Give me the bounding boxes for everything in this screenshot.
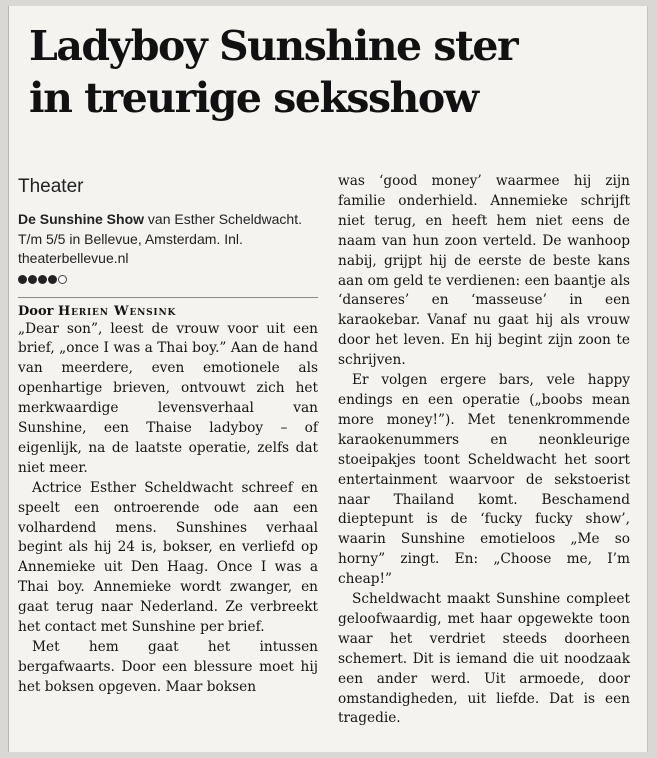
byline: [18, 304, 318, 319]
paragraph-1: „Dear son”, leest de vrouw voor uit een brief, „once I was a Thai boy.” Aan de hand van meerdere, even emotionele als openhartige brieven, ontvouwt zich het merkwaardige levensverhaal van Sunshine, een Thaise ladyboy – of eigenlijk, na de laatste operatie, zelfs dat niet meer.: [18, 320, 318, 476]
rating-dot-empty: [58, 275, 67, 284]
paragraph-3: Met hem gaat het intussen bergafwaarts. Door een blessure moet hij het boksen opgeven. Maar boksen: [18, 639, 318, 695]
rating-dot-filled: [48, 275, 57, 284]
right-column: [338, 172, 630, 729]
author-name: Herien Wensink: [58, 303, 177, 319]
rating-dot-filled: [18, 275, 27, 284]
byline-prefix: Door: [18, 303, 58, 319]
paragraph-5: Er volgen ergere bars, vele happy endings en een operatie („boobs mean more money!”). Met tenenkrommende karaokenummers en neonkleurige stoeipakjes toont Scheldwacht het soort entertainment waarvoor de sekstoerist naar Thailand komt. Beschamend dieptepunt is de ‘fucky fucky show’, waarin Sunshine emotieloos „Me so horny” zingt. En: „Choose me, I’m cheap!”: [338, 372, 630, 588]
left-column: [18, 172, 318, 698]
section-label: Theater: [18, 176, 84, 197]
rating-dot-filled: [38, 275, 47, 284]
headline: [29, 20, 639, 124]
show-credits: [18, 210, 318, 269]
paragraph-2: Actrice Esther Scheldwacht schreef en speelt een ontroerende ode aan een volhardend mens. Sunshines verhaal begint als hij 24 is, bokser, en verliefd op Annemieke uit Den Haag. Once I was a Thai boy. Annemieke wordt zwanger, en gaat terug naar Nederland. Ze verbreekt het contact met Sunshine per brief.: [18, 479, 318, 636]
show-credits-text: van Esther Scheldwacht. T/m 5/5 in Bellevue, Amsterdam. Inl. theaterbellevue.nl: [18, 211, 302, 266]
show-title: De Sunshine Show: [18, 211, 145, 227]
headline-line-1: Ladyboy Sunshine ster: [29, 22, 518, 70]
rating-dot-filled: [28, 275, 37, 284]
paragraph-6: Scheldwacht maakt Sunshine compleet geloofwaardig, met haar opgewekte toon waar het verdriet steeds doorheen schemert. Dit is iemand die uit noodzaak een ander werd. Uit armoede, door omstandigheden, uit liefde. Dat is een tragedie.: [338, 591, 630, 727]
paragraph-4: was ‘good money’ waarmee hij zijn familie onderhield. Annemieke schrijft niet terug, en heeft hem niet eens de naam van hun zoon verteld. De wanhoop nabij, grijpt hij de eerste de beste kans aan om geld te verdienen: een baantje als ‘danseres’ en ‘masseuse’ in een karaokebar. Vanaf nu gaat hij als vrouw door het leven. En hij begint zijn zoon te schrijven.: [338, 173, 630, 369]
star-rating: [18, 275, 318, 287]
divider: [18, 297, 318, 298]
headline-line-2: in treurige seksshow: [29, 74, 478, 122]
